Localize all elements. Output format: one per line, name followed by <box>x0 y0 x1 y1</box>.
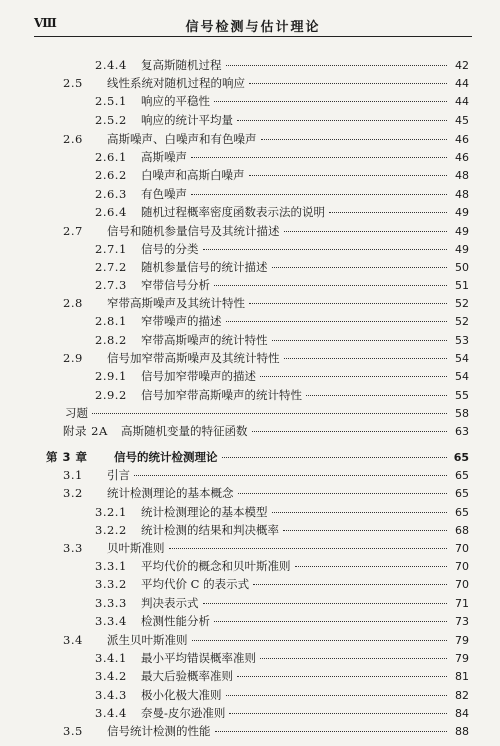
toc-entry-page: 65 <box>455 469 469 482</box>
toc-entry-number: 2.6.3 <box>95 187 127 201</box>
dot-leader <box>215 731 448 732</box>
toc-entry-title: 高斯噪声、白噪声和有色噪声 <box>107 132 257 146</box>
toc-entry-title: 奈曼-皮尔逊准则 <box>141 706 226 720</box>
toc-entry[interactable] <box>63 405 469 421</box>
toc-entry-title: 派生贝叶斯准则 <box>107 633 188 647</box>
toc-entry[interactable] <box>95 387 469 403</box>
dot-leader <box>191 194 447 195</box>
dot-leader <box>249 175 448 176</box>
toc-entry-title: 信号加窄带噪声的描述 <box>141 369 256 383</box>
toc-entry-title: 最大后验概率准则 <box>141 669 233 683</box>
toc-entry[interactable] <box>95 595 469 611</box>
toc-entry[interactable] <box>95 93 469 109</box>
toc-entry-title: 有色噪声 <box>141 187 187 201</box>
toc-entry-page: 79 <box>455 634 469 647</box>
toc-entry[interactable] <box>95 112 469 128</box>
toc-entry-number: 3.2.2 <box>95 523 127 537</box>
dot-leader <box>214 101 447 102</box>
page-number: Ⅷ <box>34 16 57 30</box>
dot-leader <box>295 566 448 567</box>
toc-entry-page: 70 <box>455 542 469 555</box>
toc-entry-title: 判决表示式 <box>141 596 199 610</box>
toc-entry[interactable] <box>63 467 469 483</box>
dot-leader <box>283 530 447 531</box>
toc-entry-title: 极小化极大准则 <box>141 688 222 702</box>
dot-leader <box>329 212 447 213</box>
toc-entry-title: 贝叶斯准则 <box>107 541 165 555</box>
toc-entry-page: 84 <box>455 707 469 720</box>
toc-entry-number: 3.1 <box>63 468 83 482</box>
toc-entry-title: 信号加窄带高斯噪声的统计特性 <box>141 388 302 402</box>
dot-leader <box>306 395 447 396</box>
dot-leader <box>252 431 448 432</box>
toc-entry-title: 高斯噪声 <box>141 150 187 164</box>
toc-entry-number: 3.2.1 <box>95 505 127 519</box>
toc-entry-page: 45 <box>455 114 469 127</box>
toc-entry-page: 88 <box>455 725 469 738</box>
toc-entry-title: 高斯随机变量的特征函数 <box>121 424 248 438</box>
toc-entry-number: 2.7 <box>63 224 83 238</box>
toc-entry-number: 2.7.2 <box>95 260 127 274</box>
toc-entry-number: 3.3.2 <box>95 577 127 591</box>
dot-leader <box>226 695 448 696</box>
toc-entry[interactable] <box>63 632 469 648</box>
dot-leader <box>253 584 447 585</box>
dot-leader <box>260 658 447 659</box>
toc-entry-title: 统计检测理论的基本概念 <box>107 486 234 500</box>
running-title: 信号检测与估计理论 <box>185 20 321 35</box>
toc-entry-title: 窄带噪声的描述 <box>141 314 222 328</box>
dot-leader <box>92 413 447 414</box>
dot-leader <box>260 376 447 377</box>
toc-entry-number: 3.4.3 <box>95 688 127 702</box>
dot-leader <box>229 713 447 714</box>
toc-entry-title: 信号统计检测的性能 <box>107 724 211 738</box>
dot-leader <box>261 139 448 140</box>
toc-entry-title: 响应的平稳性 <box>141 94 210 108</box>
toc-entry-page: 53 <box>455 334 469 347</box>
dot-leader <box>214 621 447 622</box>
toc-entry[interactable] <box>95 368 469 384</box>
toc-entry[interactable] <box>95 313 469 329</box>
toc-entry-title: 窄带信号分析 <box>141 278 210 292</box>
dot-leader <box>272 512 448 513</box>
toc-entry-page: 63 <box>455 425 469 438</box>
toc-entry-page: 68 <box>455 524 469 537</box>
toc-entry-number: 3.3.1 <box>95 559 127 573</box>
toc-entry-page: 48 <box>455 169 469 182</box>
toc-entry-title: 平均代价 C 的表示式 <box>141 577 250 591</box>
toc-entry[interactable] <box>95 277 469 293</box>
toc-entry-number: 2.5.2 <box>95 113 127 127</box>
toc-entry-page: 50 <box>455 261 469 274</box>
toc-entry-title: 响应的统计平均量 <box>141 113 233 127</box>
toc-entry-number: 3.3.4 <box>95 614 127 628</box>
toc-entry[interactable] <box>95 149 469 165</box>
dot-leader <box>134 475 447 476</box>
toc-entry-number: 2.5.1 <box>95 94 127 108</box>
toc-entry-number: 2.9 <box>63 351 83 365</box>
toc-entry-number: 2.7.1 <box>95 242 127 256</box>
toc-entry-number: 3.5 <box>63 724 83 738</box>
toc-entry-page: 70 <box>455 560 469 573</box>
toc-entry-page: 58 <box>455 407 469 420</box>
toc-entry-title: 习题 <box>65 406 88 420</box>
toc-entry-page: 82 <box>455 689 469 702</box>
toc-entry-page: 52 <box>455 297 469 310</box>
dot-leader <box>214 285 447 286</box>
toc-entry-number: 2.9.1 <box>95 369 127 383</box>
dot-leader <box>169 548 448 549</box>
toc-entry-page: 65 <box>455 506 469 519</box>
toc-entry-number: 3.4.4 <box>95 706 127 720</box>
toc-entry-page: 49 <box>455 206 469 219</box>
dot-leader <box>284 358 448 359</box>
toc-entry[interactable] <box>95 241 469 257</box>
dot-leader <box>191 157 447 158</box>
toc-entry-title: 最小平均错误概率准则 <box>141 651 256 665</box>
toc-entry-page: 54 <box>455 370 469 383</box>
dot-leader <box>249 303 447 304</box>
toc-entry[interactable] <box>95 186 469 202</box>
toc-entry-page: 55 <box>455 389 469 402</box>
dot-leader <box>237 120 447 121</box>
toc-entry-number: 2.8.2 <box>95 333 127 347</box>
toc-entry-page: 44 <box>455 77 469 90</box>
toc-entry-page: 52 <box>455 315 469 328</box>
toc-entry-title: 信号的统计检测理论 <box>114 450 218 464</box>
toc-entry-page: 51 <box>455 279 469 292</box>
toc-entry-page: 73 <box>455 615 469 628</box>
toc-entry[interactable] <box>95 576 469 592</box>
dot-leader <box>203 249 448 250</box>
toc-entry[interactable] <box>95 204 469 220</box>
toc-entry[interactable] <box>63 295 469 311</box>
toc-entry-title: 窄带高斯噪声的统计特性 <box>141 333 268 347</box>
toc-entry-number: 2.4.4 <box>95 58 127 72</box>
toc-chapter-entry[interactable] <box>46 449 469 465</box>
toc-entry-title: 白噪声和高斯白噪声 <box>141 168 245 182</box>
toc-entry[interactable] <box>63 131 469 147</box>
toc-entry-number: 3.4.2 <box>95 669 127 683</box>
toc-entry[interactable] <box>95 687 469 703</box>
toc-entry[interactable] <box>63 723 469 739</box>
toc-entry[interactable] <box>95 705 469 721</box>
toc-entry[interactable] <box>63 423 469 439</box>
toc-entry-page: 46 <box>455 133 469 146</box>
toc-entry-page: 49 <box>455 243 469 256</box>
toc-entry-title: 平均代价的概念和贝叶斯准则 <box>141 559 291 573</box>
toc-entry-page: 71 <box>455 597 469 610</box>
toc-entry-number: 2.8.1 <box>95 314 127 328</box>
toc-entry-number: 3.2 <box>63 486 83 500</box>
toc-entry-title: 窄带高斯噪声及其统计特性 <box>107 296 245 310</box>
toc-entry-number: 2.6.1 <box>95 150 127 164</box>
toc-entry[interactable] <box>95 167 469 183</box>
toc-entry-page: 46 <box>455 151 469 164</box>
toc-entry-number: 2.6.2 <box>95 168 127 182</box>
toc-entry-title: 随机过程概率密度函数表示法的说明 <box>141 205 325 219</box>
dot-leader <box>226 65 448 66</box>
dot-leader <box>249 83 447 84</box>
dot-leader <box>284 231 448 232</box>
toc-entry-page: 79 <box>455 652 469 665</box>
toc-entry[interactable] <box>63 350 469 366</box>
toc-entry[interactable] <box>63 540 469 556</box>
dot-leader <box>238 493 448 494</box>
dot-leader <box>272 340 448 341</box>
toc-entry-page: 70 <box>455 578 469 591</box>
toc-entry-number: 2.6 <box>63 132 83 146</box>
toc-entry[interactable] <box>95 650 469 666</box>
toc-entry-number: 2.7.3 <box>95 278 127 292</box>
dot-leader <box>222 457 448 458</box>
toc-entry-title: 统计检测理论的基本模型 <box>141 505 268 519</box>
toc-entry[interactable] <box>95 57 469 73</box>
toc-entry-title: 随机参量信号的统计描述 <box>141 260 268 274</box>
toc-entry-number: 3.4.1 <box>95 651 127 665</box>
toc-entry[interactable] <box>95 504 469 520</box>
toc-entry-page: 48 <box>455 188 469 201</box>
toc-entry[interactable] <box>95 613 469 629</box>
dot-leader <box>272 267 448 268</box>
toc-entry-page: 54 <box>455 352 469 365</box>
dot-leader <box>226 321 448 322</box>
toc-entry-number: 3.3.3 <box>95 596 127 610</box>
toc-entry[interactable] <box>95 332 469 348</box>
toc-entry[interactable] <box>95 558 469 574</box>
toc-entry-title: 线性系统对随机过程的响应 <box>107 76 245 90</box>
toc-entry-number: 第 3 章 <box>46 450 88 464</box>
toc-entry-number: 2.8 <box>63 296 83 310</box>
toc-entry-number: 2.9.2 <box>95 388 127 402</box>
toc-entry-title: 信号加窄带高斯噪声及其统计特性 <box>107 351 280 365</box>
toc-entry[interactable] <box>63 223 469 239</box>
toc-entry[interactable] <box>95 259 469 275</box>
dot-leader <box>203 603 448 604</box>
toc-entry-page: 65 <box>453 451 469 464</box>
toc-entry-title: 信号和随机参量信号及其统计描述 <box>107 224 280 238</box>
toc-entry-title: 引言 <box>107 468 130 482</box>
toc-entry-number: 2.6.4 <box>95 205 127 219</box>
toc-entry-number: 2.5 <box>63 76 83 90</box>
toc-entry-page: 42 <box>455 59 469 72</box>
dot-leader <box>237 676 447 677</box>
dot-leader <box>192 640 448 641</box>
toc-entry[interactable] <box>95 668 469 684</box>
toc-entry-title: 信号的分类 <box>141 242 199 256</box>
toc-entry-number: 附录 2A <box>63 424 108 438</box>
toc-entry[interactable] <box>63 75 469 91</box>
toc-entry-page: 44 <box>455 95 469 108</box>
toc-entry-title: 统计检测的结果和判决概率 <box>141 523 279 537</box>
toc-entry-number: 3.3 <box>63 541 83 555</box>
toc-entry[interactable] <box>95 522 469 538</box>
toc-entry-title: 检测性能分析 <box>141 614 210 628</box>
toc-entry-page: 81 <box>455 670 469 683</box>
toc-entry-page: 49 <box>455 225 469 238</box>
toc-entry-title: 复高斯随机过程 <box>141 58 222 72</box>
toc-entry[interactable] <box>63 485 469 501</box>
toc-entry-number: 3.4 <box>63 633 83 647</box>
toc-entry-page: 65 <box>455 487 469 500</box>
